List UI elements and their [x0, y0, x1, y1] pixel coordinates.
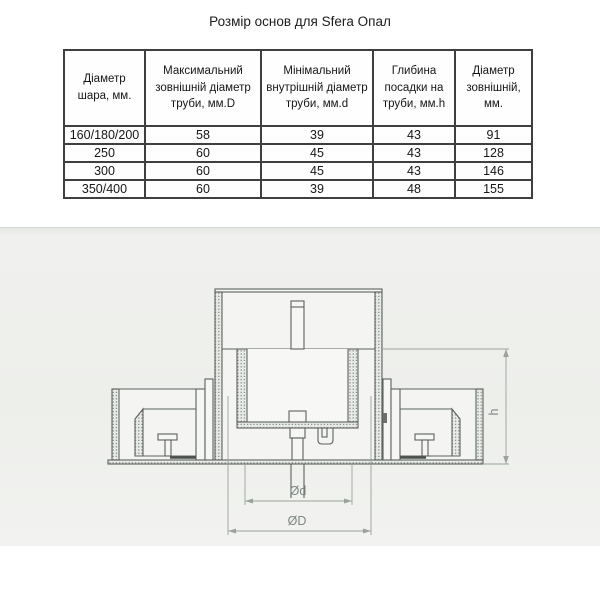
data-cell: 60	[145, 144, 261, 162]
data-cell: 45	[261, 162, 373, 180]
top-pin	[291, 301, 304, 349]
data-cell: 48	[373, 180, 455, 198]
data-cell: 350/400	[64, 180, 145, 198]
data-cell: 160/180/200	[64, 126, 145, 144]
data-cell: 45	[261, 144, 373, 162]
data-cell: 43	[373, 162, 455, 180]
data-cell: 60	[145, 180, 261, 198]
data-cell: 146	[455, 162, 532, 180]
header-cell-outer-diameter: Діаметр зовнішній, мм.	[455, 50, 532, 126]
data-cell: 39	[261, 126, 373, 144]
header-cell-seat-depth: Глибина посадки на труби, мм.h	[373, 50, 455, 126]
table-row	[64, 180, 532, 198]
data-cell: 91	[455, 126, 532, 144]
data-cell: 300	[64, 162, 145, 180]
left-cup-interior	[119, 389, 196, 460]
header-cell-max-outer: Максимальний зовнішній діаметр труби, мм.D	[145, 50, 261, 126]
table-row	[64, 126, 532, 144]
data-cell: 155	[455, 180, 532, 198]
bottom-flange	[108, 460, 483, 464]
right-cup-interior	[400, 389, 476, 460]
table-row	[64, 162, 532, 180]
data-cell: 128	[455, 144, 532, 162]
dimensions-table	[63, 49, 533, 199]
data-cell: 43	[373, 126, 455, 144]
dimension-inner-diameter	[245, 464, 352, 505]
data-cell: 58	[145, 126, 261, 144]
data-cell: 250	[64, 144, 145, 162]
data-cell: 43	[373, 144, 455, 162]
dimension-label-h: h	[487, 408, 501, 416]
dimension-label-d: Ød	[289, 484, 307, 498]
technical-drawing	[0, 228, 600, 546]
header-cell-min-inner: Мінімальний внутрішній діаметр труби, мм.d	[261, 50, 373, 126]
table-header-row	[64, 50, 532, 126]
page-title: Розмір основ для Sfera Опал	[209, 14, 391, 29]
scanned-drawing-area	[0, 227, 600, 546]
header-cell-ball-diameter: Діаметр шара, мм.	[64, 50, 145, 126]
table-row	[64, 144, 532, 162]
data-cell: 39	[261, 180, 373, 198]
dimension-label-D: ØD	[287, 514, 307, 528]
data-cell: 60	[145, 162, 261, 180]
